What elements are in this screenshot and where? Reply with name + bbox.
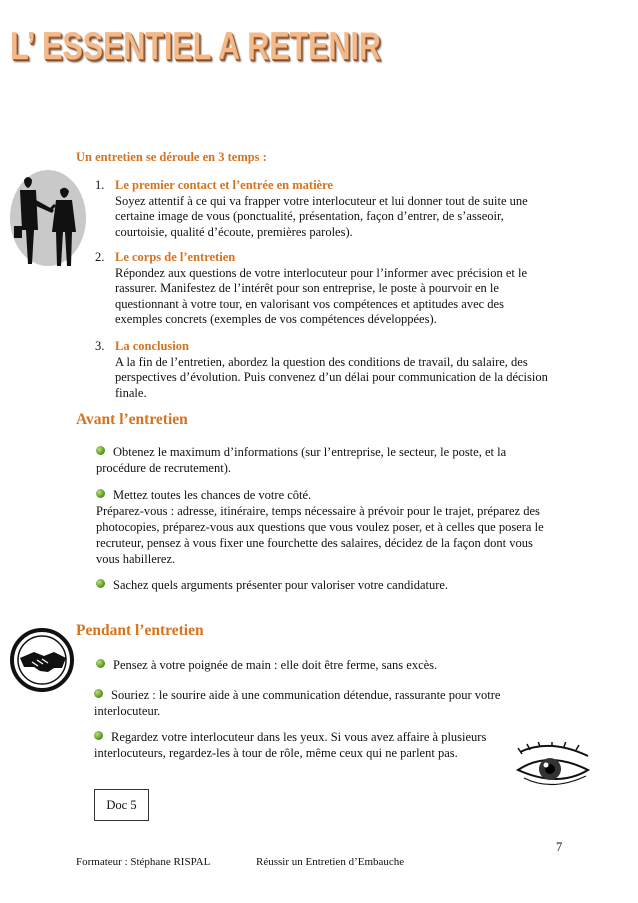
bullet-icon <box>96 579 105 588</box>
bullet-text: interlocuteur. <box>94 704 161 718</box>
list-item <box>94 687 564 719</box>
bullet-text: Pensez à votre poignée de main : elle doit être ferme, sans excès. <box>113 658 438 672</box>
step-title: Le premier contact et l’entrée en matière <box>115 178 333 192</box>
step-line: finale. <box>115 385 147 400</box>
bullet-text: Obtenez le maximum d’informations (sur l’entreprise, le secteur, le poste, et la <box>113 445 507 459</box>
step-line: A la fin de l’entretien, abordez la question des conditions de travail, du salaire, des <box>115 354 528 369</box>
bullet-text: vous habillerez. <box>96 552 176 566</box>
bullet-text: recruteur, pensez à vous fixer une fourchette des salaires, décidez de la façon dont vous <box>96 536 533 550</box>
step-line: perspectives d’évolution. Puis convenez d’un délai pour communication de la décision <box>115 370 548 384</box>
bullet-text: Regardez votre interlocuteur dans les yeux. Si vous avez affaire à plusieurs <box>111 730 487 744</box>
step-title: La conclusion <box>115 339 189 353</box>
bullet-icon <box>94 731 103 740</box>
bullet-icon <box>96 489 105 498</box>
intro-text: Un entretien se déroule en 3 temps : <box>76 150 267 164</box>
businessmen-illustration <box>4 160 86 270</box>
doc-label-box <box>94 789 149 821</box>
step-number: 2. <box>95 250 105 264</box>
bullet-text: interlocuteurs, regardez-les à tour de rôle, même ceux qui ne parlent pas. <box>94 746 458 760</box>
list-item <box>95 250 565 328</box>
bullet-text: photocopies, préparez-vous aux questions que vous voulez poser, et à celles que posera le <box>96 520 544 534</box>
step-line: rassurer. Manifestez de l’intérêt pour son entreprise, le poste à pourvoir en le <box>115 281 499 295</box>
step-line: certaine image de vous (ponctualité, présentation, façon d’entrer, de s’asseoir, <box>115 209 504 223</box>
step-number: 3. <box>95 339 105 353</box>
bullet-text: Sachez quels arguments présenter pour valoriser votre candidature. <box>113 578 449 592</box>
list-item <box>95 339 565 401</box>
step-line: exemples concrets (exemples de vos compétences développées). <box>115 312 437 326</box>
page-title: L’ ESSENTIEL A RETENIR <box>10 25 381 68</box>
step-line: Répondez aux questions de votre interlocuteur pour l’informer avec précision et le <box>115 265 528 280</box>
step-line: questionnant à votre tour, en valorisant vos compétences et aptitudes avec des <box>115 296 504 311</box>
page-number: 7 <box>556 840 563 854</box>
bullet-icon <box>94 689 103 698</box>
list-item <box>96 577 566 593</box>
footer-title: Réussir un Entretien d’Embauche <box>256 856 405 868</box>
handshake-icon <box>10 628 74 692</box>
list-item <box>94 729 564 761</box>
doc-label: Doc 5 <box>106 797 137 812</box>
step-line: courtoisie, qualité d’écoute, premières paroles). <box>115 224 353 239</box>
eye-icon <box>514 742 594 792</box>
list-item <box>95 178 565 240</box>
section-heading-avant: Avant l’entretien <box>76 411 188 428</box>
step-title: Le corps de l’entretien <box>115 250 236 264</box>
step-number: 1. <box>95 178 105 192</box>
step-line: Soyez attentif à ce qui va frapper votre interlocuteur et lui donner tout de suite une <box>115 193 528 208</box>
bullet-text: Mettez toutes les chances de votre côté. <box>113 488 312 502</box>
footer-author: Formateur : Stéphane RISPAL <box>76 856 211 868</box>
bullet-icon <box>96 659 105 668</box>
bullet-text: procédure de recrutement). <box>96 461 231 475</box>
bullet-text: Préparez-vous : adresse, itinéraire, temps nécessaire à prévoir pour le trajet, préparez des <box>96 504 540 518</box>
list-item <box>96 657 566 673</box>
section-heading-pendant: Pendant l’entretien <box>76 622 204 639</box>
bullet-text: Souriez : le sourire aide à une communication détendue, rassurante pour votre <box>111 688 501 702</box>
list-item <box>96 444 566 476</box>
list-item <box>96 487 566 567</box>
bullet-icon <box>96 446 105 455</box>
